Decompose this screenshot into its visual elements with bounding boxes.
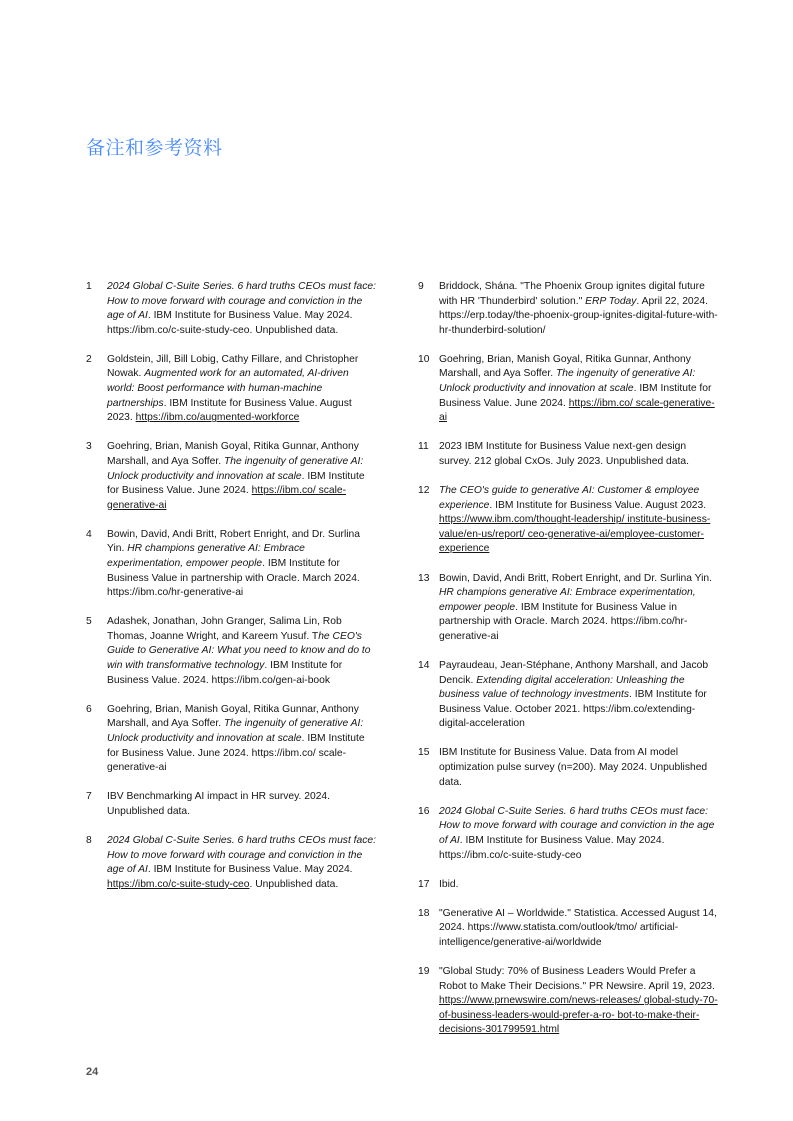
- reference-segment: IBV Benchmarking AI impact in HR survey. 2024. Unpublished data.: [107, 791, 331, 817]
- reference-number: 11: [418, 441, 429, 453]
- reference-title: 2024 Global C-Suite Series. 6 hard truths CEOs must face: How to move forward with courage and conviction in the age of AI: [439, 805, 715, 846]
- reference-link[interactable]: https://ibm.co/augmented-workforce: [135, 412, 300, 424]
- reference-text: [107, 440, 378, 513]
- reference-segment: . IBM Institute for Business Value. 2024. https://ibm.co/gen-ai-book: [107, 660, 343, 686]
- reference-text: [439, 280, 718, 338]
- reference-title: 2024 Global C-Suite Series. 6 hard truths CEOs must face: How to move forward with courage and conviction in the age of AI: [107, 834, 376, 876]
- reference-note: [418, 353, 718, 426]
- reference-segment: "Global Study: 70% of Business Leaders Would Prefer a Robot to Make Their Decisions." PR Newsire. April 19, 2023.: [439, 965, 715, 992]
- reference-note: [418, 572, 718, 645]
- notes-column-right: [418, 280, 718, 1052]
- reference-segment: . IBM Institute for Business Value in partnership with Oracle. March 2024. https://ibm.co/hr-generative-ai: [107, 558, 360, 599]
- reference-note: [418, 878, 718, 893]
- reference-number: 19: [418, 965, 430, 977]
- notes-column-left: [86, 280, 378, 907]
- reference-number: 10: [418, 353, 430, 365]
- reference-text: [439, 805, 718, 863]
- reference-segment: Ibid.: [439, 878, 459, 890]
- reference-number: 6: [86, 703, 92, 715]
- reference-text: [107, 834, 378, 892]
- reference-number: 16: [418, 805, 430, 817]
- page-number: 24: [86, 1066, 99, 1078]
- reference-text: [439, 965, 718, 1038]
- reference-text: [439, 878, 718, 893]
- reference-number: 12: [418, 485, 430, 497]
- reference-segment: Bowin, David, Andi Britt, Robert Enright, and Dr. Surlina Yin.: [439, 572, 713, 584]
- reference-text: [439, 353, 718, 426]
- reference-title: 2024 Global C-Suite Series. 6 hard truths CEOs must face: How to move forward with courage and conviction in the age of AI: [107, 281, 376, 322]
- reference-segment: . IBM Institute for Business Value. May 2024. https://ibm.co/c-suite-study-ceo: [439, 834, 665, 861]
- reference-note: [418, 440, 718, 469]
- reference-text: [107, 703, 378, 776]
- reference-number: 2: [86, 353, 92, 365]
- reference-title: ERP Today: [585, 295, 637, 307]
- reference-segment: Bowin, David, Andi Britt, Robert Enright, and Dr. Surlina Yin.: [107, 528, 360, 555]
- reference-text: [439, 440, 718, 469]
- reference-note: [86, 834, 378, 892]
- reference-note: [86, 703, 378, 776]
- reference-segment: . IBM Institute for Business Value. October 2021. https://ibm.co/extending-digital-acceleration: [439, 689, 707, 730]
- reference-title: he CEO's Guide to Generative AI: What you need to know and do to win with transformative technology: [107, 630, 371, 672]
- reference-link[interactable]: https://www.ibm.com/thought-leadership/ institute-business-value/en-us/report/ ceo-generative-ai/employee-customer-experience: [439, 514, 711, 555]
- page-title: 备注和参考资料: [86, 137, 223, 159]
- reference-segment: 2023 IBM Institute for Business Value next-gen design survey. 212 global CxOs. July 2023. Unpublished data.: [439, 441, 689, 467]
- reference-segment: . IBM Institute for Business Value. June 2024. https://ibm.co/ scale-generative-ai: [107, 732, 365, 774]
- reference-title: Extending digital acceleration: Unleashing the business value of technology investments: [439, 674, 685, 701]
- reference-segment: Goldstein, Jill, Bill Lobig, Cathy Fillare, and Christopher Nowak.: [107, 353, 359, 380]
- reference-segment: IBM Institute for Business Value. Data from AI model optimization pulse survey (n=200). May 2024. Unpublished data.: [439, 747, 708, 788]
- reference-text: [107, 353, 378, 426]
- reference-title: The ingenuity of generative AI: Unlock productivity and innovation at scale: [439, 368, 696, 395]
- reference-segment: Goehring, Brian, Manish Goyal, Ritika Gunnar, Anthony Marshall, and Aya Soffer.: [107, 703, 359, 730]
- reference-segment: . IBM Institute for Business Value. August 2023.: [107, 397, 352, 424]
- reference-number: 3: [86, 441, 92, 453]
- reference-text: [439, 484, 718, 557]
- reference-text: [439, 746, 718, 790]
- reference-segment: . IBM Institute for Business Value. May 2024.: [147, 864, 353, 876]
- reference-number: 13: [418, 572, 430, 584]
- reference-text: [107, 280, 378, 338]
- reference-number: 14: [418, 659, 430, 671]
- reference-link[interactable]: https://ibm.co/ scale-generative-ai: [439, 397, 715, 424]
- reference-text: [439, 907, 718, 951]
- reference-note: [86, 440, 378, 513]
- reference-note: [418, 280, 718, 338]
- reference-text: [107, 615, 378, 688]
- reference-segment: Briddock, Shána. "The Phoenix Group ignites digital future with HR 'Thunderbird' solution.": [439, 281, 705, 307]
- reference-number: 1: [86, 281, 92, 292]
- reference-link[interactable]: https://ibm.co/c-suite-study-ceo: [107, 878, 250, 890]
- reference-text: [107, 790, 378, 819]
- reference-segment: "Generative AI – Worldwide." Statistica. Accessed August 14, 2024. https://www.statista.com/outlook/tmo/ artificial-intelligence/generative-ai/worldwide: [439, 907, 717, 948]
- reference-number: 17: [418, 878, 430, 890]
- reference-title: The ingenuity of generative AI: Unlock productivity and innovation at scale: [107, 718, 364, 744]
- reference-title: Augmented work for an automated, AI-driven world: Boost performance with human-machine partnerships: [107, 368, 349, 409]
- reference-segment: . IBM Institute for Business Value. August 2023.: [489, 499, 707, 511]
- reference-number: 15: [418, 747, 430, 759]
- reference-note: [418, 965, 718, 1038]
- reference-segment: Adashek, Jonathan, John Granger, Salima Lin, Rob Thomas, Joanne Wright, and Kareem Yusuf. T: [107, 616, 342, 642]
- reference-note: [86, 528, 378, 601]
- reference-number: 9: [418, 281, 424, 292]
- reference-segment: . IBM Institute for Business Value. June 2024.: [107, 470, 365, 497]
- reference-segment: . IBM Institute for Business Value in partnership with Oracle. March 2024. https://ibm.co/hr-generative-ai: [439, 601, 688, 642]
- reference-title: HR champions generative AI: Embrace experimentation, empower people: [439, 587, 696, 613]
- reference-note: [86, 615, 378, 688]
- reference-note: [418, 907, 718, 951]
- reference-segment: . IBM Institute for Business Value. June 2024.: [439, 383, 712, 409]
- reference-note: [418, 484, 718, 557]
- reference-segment: Payraudeau, Jean-Stéphane, Anthony Marshall, and Jacob Dencik.: [439, 659, 709, 686]
- reference-number: 18: [418, 907, 430, 919]
- reference-text: [439, 572, 718, 645]
- reference-number: 7: [86, 791, 92, 803]
- reference-segment: Goehring, Brian, Manish Goyal, Ritika Gunnar, Anthony Marshall, and Aya Soffer.: [107, 441, 359, 467]
- reference-text: [107, 528, 378, 601]
- reference-note: [86, 790, 378, 819]
- reference-note: [418, 805, 718, 863]
- reference-segment: . IBM Institute for Business Value. May 2024. https://ibm.co/c-suite-study-ceo. Unpublished data.: [107, 310, 353, 336]
- reference-number: 8: [86, 834, 92, 846]
- reference-number: 5: [86, 616, 92, 628]
- reference-text: [439, 659, 718, 732]
- reference-link[interactable]: https://ibm.co/ scale-generative-ai: [107, 485, 347, 511]
- reference-segment: . Unpublished data.: [249, 878, 339, 890]
- reference-segment: Goehring, Brian, Manish Goyal, Ritika Gunnar, Anthony Marshall, and Aya Soffer.: [439, 353, 691, 380]
- reference-note: [86, 353, 378, 426]
- reference-note: [418, 746, 718, 790]
- reference-segment: . April 22, 2024. https://erp.today/the-phoenix-group-ignites-digital-future-with-hr-thunderbird-solution/: [439, 295, 718, 336]
- reference-note: [418, 659, 718, 732]
- reference-number: 4: [86, 528, 92, 540]
- reference-title: The ingenuity of generative AI: Unlock productivity and innovation at scale: [107, 455, 364, 482]
- reference-note: [86, 280, 378, 338]
- reference-title: The CEO's guide to generative AI: Customer & employee experience: [439, 485, 700, 511]
- reference-link[interactable]: https://www.prnewswire.com/news-releases/ global-study-70-of-business-leaders-would-prefer-a-ro- bot-to-make-their-decisions-301799591.html: [439, 995, 718, 1036]
- reference-title: HR champions generative AI: Embrace experimentation, empower people: [107, 543, 305, 569]
